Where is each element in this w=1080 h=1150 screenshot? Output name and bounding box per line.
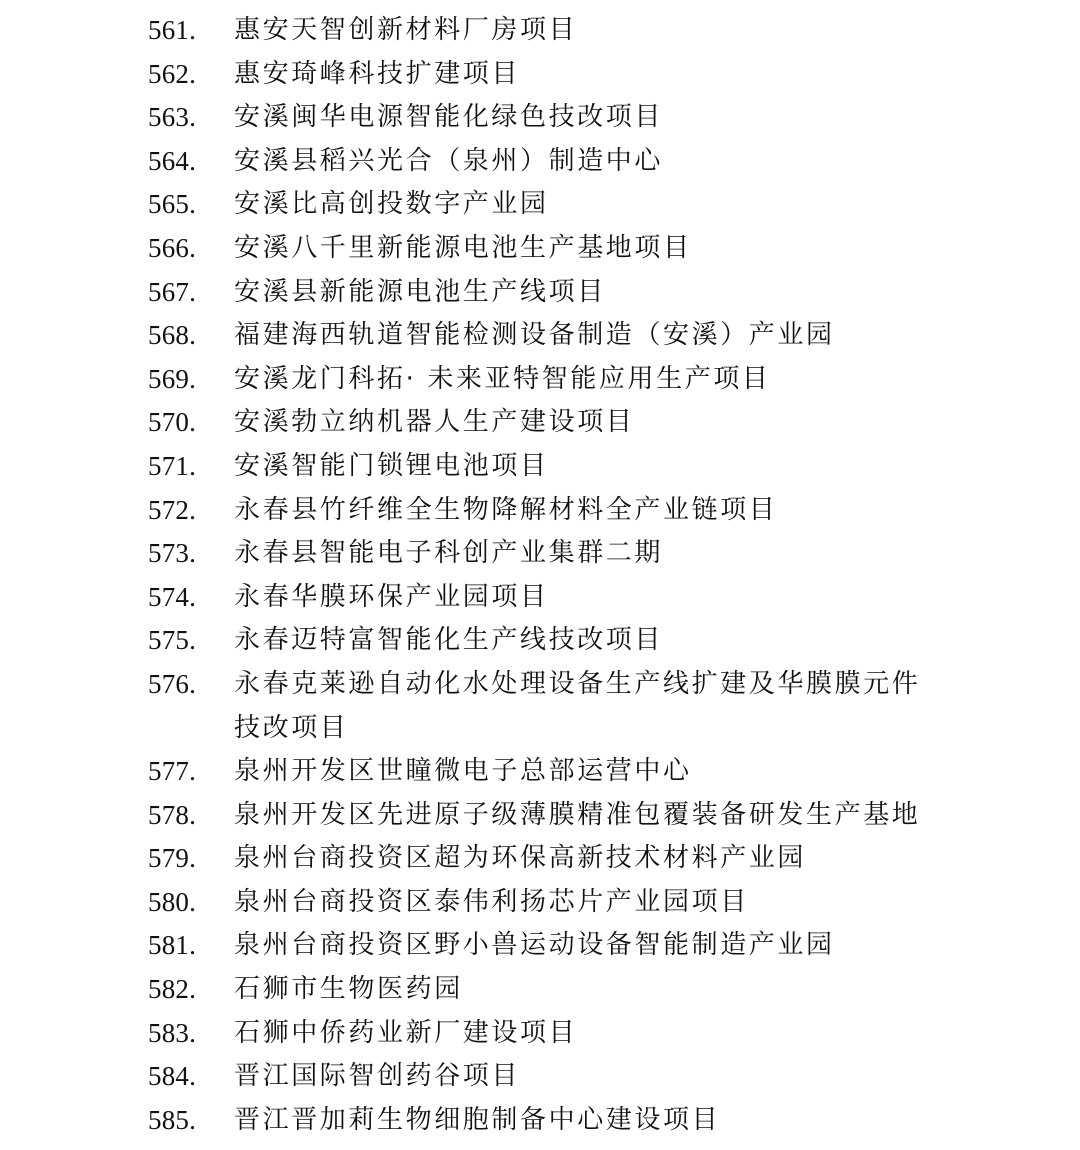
list-item [148,314,948,358]
list-item [148,401,948,445]
item-title [234,445,948,489]
item-title-line: 安溪勃立纳机器人生产建设项目 [234,407,635,438]
list-item [148,924,948,968]
item-title-line: 晋江国际智创药谷项目 [234,1061,521,1092]
item-title-line: 永春迈特富智能化生产线技改项目 [234,625,664,656]
item-number: 581. [148,930,197,961]
list-item [148,183,948,227]
list-item [148,271,948,315]
item-title-line: 惠安天智创新材料厂房项目 [234,15,578,45]
item-title-line: 安溪八千里新能源电池生产基地项目 [234,232,692,263]
list-item [148,1055,948,1099]
item-number: 575. [148,625,197,656]
item-number: 576. [148,668,197,699]
item-number: 572. [148,494,197,525]
item-title [234,794,948,838]
item-title-line: 安溪比高创投数字产业园 [234,189,549,220]
item-number: 566. [148,232,197,263]
item-title [234,9,948,53]
item-number: 580. [148,886,197,917]
list-item [148,794,948,838]
item-title-line: 泉州台商投资区野小兽运动设备智能制造产业园 [234,930,835,961]
item-title-line: 泉州台商投资区超为环保高新技术材料产业园 [234,843,807,874]
item-title-line: 安溪智能门锁锂电池项目 [234,450,549,481]
item-number: 577. [148,756,197,787]
item-number: 561. [148,15,197,45]
item-title-line: 技改项目 [234,712,349,743]
list-item [148,881,948,925]
list-item [148,837,948,881]
item-title-line: 永春华膜环保产业园项目 [234,581,549,612]
item-number: 583. [148,1017,197,1048]
list-item [148,227,948,271]
item-number: 579. [148,843,197,874]
list-item [148,358,948,402]
list-item [148,576,948,620]
list-item [148,445,948,489]
item-number: 564. [148,145,197,176]
item-title [234,924,948,968]
item-title [234,227,948,271]
list-item [148,750,948,794]
item-title-line: 泉州台商投资区泰伟利扬芯片产业园项目 [234,886,749,917]
list-item [148,9,948,53]
list-item [148,53,948,97]
item-number: 569. [148,363,197,394]
list-item [148,96,948,140]
item-title-line: 安溪县新能源电池生产线项目 [234,276,606,307]
item-number: 563. [148,102,197,133]
project-list [148,9,948,1142]
item-title [234,183,948,227]
item-number: 573. [148,538,197,569]
item-title-line: 石狮中侨药业新厂建设项目 [234,1017,578,1048]
item-title-line: 永春县智能电子科创产业集群二期 [234,538,664,569]
item-title [234,837,948,881]
item-title [234,619,948,663]
item-title [234,1099,948,1143]
item-title-line: 泉州开发区世瞳微电子总部运营中心 [234,756,692,787]
list-item [148,663,948,750]
list-item [148,968,948,1012]
list-item [148,532,948,576]
item-title [234,576,948,620]
item-title [234,314,948,358]
item-title [234,1055,948,1099]
item-title-line: 安溪闽华电源智能化绿色技改项目 [234,102,664,133]
item-number: 585. [148,1104,197,1135]
item-title-line: 晋江晋加莉生物细胞制备中心建设项目 [234,1104,721,1135]
list-item [148,619,948,663]
item-title [234,750,948,794]
item-title-line: 惠安琦峰科技扩建项目 [234,58,521,89]
item-title [234,358,948,402]
item-title-line: 永春县竹纤维全生物降解材料全产业链项目 [234,494,778,525]
item-title [234,96,948,140]
item-title [234,53,948,97]
item-number: 568. [148,320,197,351]
item-title-line: 福建海西轨道智能检测设备制造（安溪）产业园 [234,320,835,351]
item-title [234,489,948,533]
list-item [148,1099,948,1143]
item-title-line: 安溪县稻兴光合（泉州）制造中心 [234,145,664,176]
item-number: 582. [148,974,197,1005]
item-title [234,1012,948,1056]
item-title [234,532,948,576]
item-number: 574. [148,581,197,612]
item-title-line: 安溪龙门科拓· 未来亚特智能应用生产项目 [234,363,771,394]
item-title-line: 泉州开发区先进原子级薄膜精准包覆装备研发生产基地 [234,799,921,830]
item-number: 565. [148,189,197,220]
item-title [234,663,948,750]
item-title-line: 永春克莱逊自动化水处理设备生产线扩建及华膜膜元件 [234,668,921,699]
list-item [148,1012,948,1056]
item-title [234,401,948,445]
item-number: 567. [148,276,197,307]
item-number: 578. [148,799,197,830]
item-title [234,881,948,925]
item-number: 570. [148,407,197,438]
item-number: 584. [148,1061,197,1092]
list-item [148,140,948,184]
list-item [148,489,948,533]
item-title [234,140,948,184]
item-number: 571. [148,450,197,481]
item-title [234,271,948,315]
item-title [234,968,948,1012]
item-number: 562. [148,58,197,89]
item-title-line: 石狮市生物医药园 [234,974,463,1005]
